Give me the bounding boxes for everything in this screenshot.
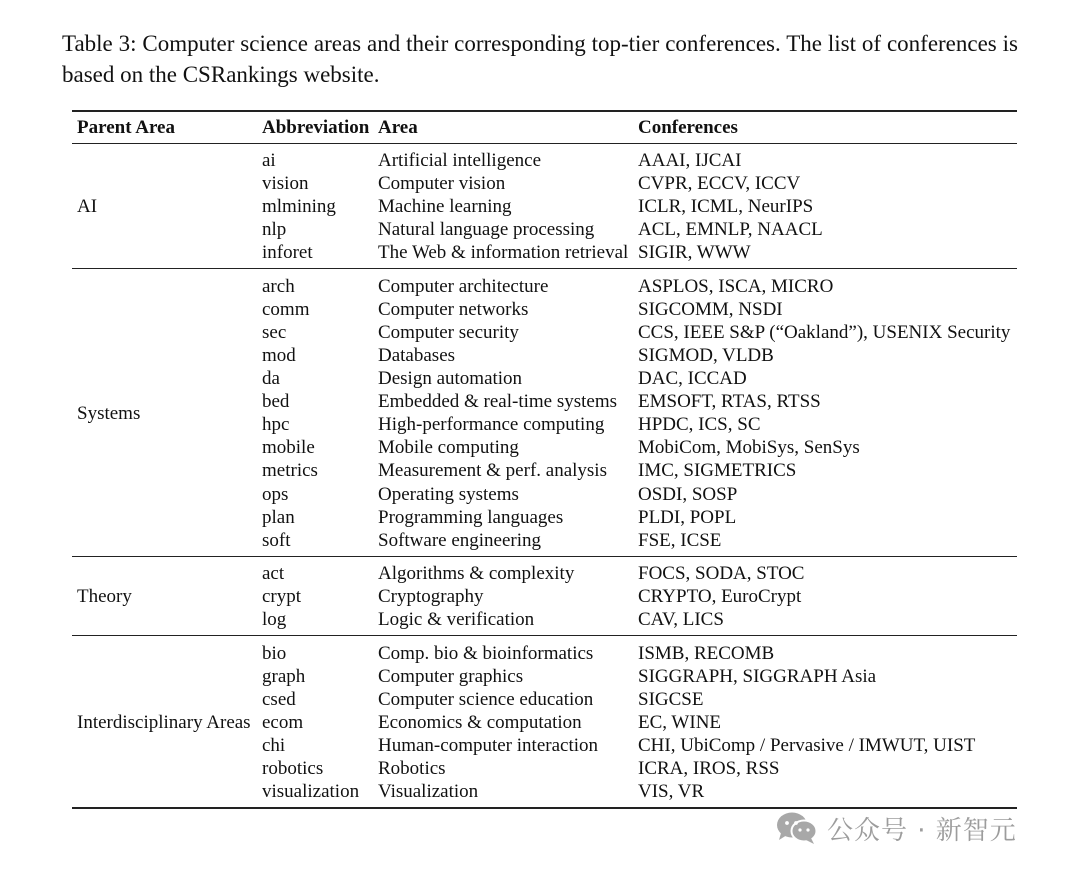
cell-abbr: log — [262, 609, 287, 631]
cell-abbr: mod — [262, 345, 296, 366]
cell-abbr: sec — [262, 322, 287, 343]
cell-abbr: inforet — [262, 242, 313, 264]
cell-conf: SIGGRAPH, SIGGRAPH Asia — [638, 665, 877, 687]
parent-area-label: Interdisciplinary Areas — [77, 712, 251, 733]
cell-area: Measurement & perf. analysis — [378, 460, 607, 482]
header-area: Area — [378, 117, 418, 138]
cell-abbr: mobile — [262, 437, 315, 459]
wechat-icon — [775, 810, 819, 846]
header-parent-area: Parent Area — [77, 117, 175, 138]
cell-conf: SIGMOD, VLDB — [638, 345, 774, 366]
cell-area: Artificial intelligence — [378, 150, 542, 171]
cell-area: Software engineering — [378, 529, 542, 551]
cell-area: Economics & computation — [378, 712, 582, 733]
cell-conf: OSDI, SOSP — [638, 483, 738, 505]
group-rule — [72, 268, 1017, 269]
cell-area: Comp. bio & bioinformatics — [378, 642, 594, 664]
header-conferences: Conferences — [638, 117, 738, 138]
cell-abbr: robotics — [262, 758, 324, 780]
cell-conf: EC, WINE — [638, 712, 722, 733]
cell-conf: CVPR, ECCV, ICCV — [638, 173, 801, 195]
cell-area: Robotics — [378, 758, 446, 780]
cell-area: Computer graphics — [378, 665, 524, 687]
cell-conf: SIGCSE — [638, 689, 704, 710]
cell-abbr: mlmining — [262, 196, 336, 218]
cell-abbr: crypt — [262, 586, 302, 608]
cell-conf: FOCS, SODA, STOC — [638, 563, 805, 585]
cell-area: Embedded & real-time systems — [378, 391, 618, 413]
cell-area: Logic & verification — [378, 609, 535, 631]
cell-abbr: graph — [262, 665, 306, 687]
cell-conf: CRYPTO, EuroCrypt — [638, 586, 802, 608]
cell-area: Visualization — [378, 781, 479, 803]
cell-area: Machine learning — [378, 196, 512, 218]
watermark-text: 公众号 · 新智元 — [827, 815, 1017, 846]
parent-area-label: Systems — [77, 402, 141, 424]
cell-abbr: metrics — [262, 460, 318, 482]
header-rule — [72, 143, 1017, 144]
cell-area: Design automation — [378, 368, 523, 390]
cell-abbr: arch — [262, 275, 295, 297]
cell-abbr: vision — [262, 173, 309, 195]
cell-abbr: ops — [262, 483, 289, 505]
cell-conf: ICRA, IROS, RSS — [638, 758, 780, 780]
cell-abbr: ai — [262, 150, 276, 171]
cell-abbr: bio — [262, 642, 287, 664]
cell-abbr: bed — [262, 391, 290, 413]
cell-abbr: csed — [262, 689, 296, 710]
cell-abbr: comm — [262, 298, 310, 320]
cell-area: Mobile computing — [378, 437, 519, 459]
cell-conf: CAV, LICS — [638, 609, 724, 631]
cell-conf: CCS, IEEE S&P (“Oakland”), USENIX Security — [638, 322, 1011, 343]
cell-conf: ACL, EMNLP, NAACL — [638, 219, 823, 241]
watermark — [775, 808, 1017, 848]
top-rule — [72, 110, 1017, 112]
cell-abbr: plan — [262, 506, 295, 528]
cell-abbr: chi — [262, 735, 286, 757]
cell-area: Computer vision — [378, 173, 506, 195]
cell-conf: HPDC, ICS, SC — [638, 414, 761, 436]
group-rule — [72, 556, 1017, 557]
cell-area: The Web & information retrieval — [378, 242, 629, 264]
cell-area: Algorithms & complexity — [378, 563, 575, 585]
cell-abbr: act — [262, 563, 285, 585]
cell-conf: DAC, ICCAD — [638, 368, 747, 390]
cell-abbr: hpc — [262, 414, 290, 436]
header-abbreviation: Abbreviation — [262, 117, 370, 138]
group-rule — [72, 635, 1017, 636]
cell-area: Human-computer interaction — [378, 735, 599, 757]
cell-area: Cryptography — [378, 586, 484, 608]
cell-area: Databases — [378, 345, 456, 366]
table-caption: Table 3: Computer science areas and their corresponding top-tier conferences. The list of conferences is based on the CSRankings website. — [62, 31, 1018, 87]
cell-conf: EMSOFT, RTAS, RTSS — [638, 391, 821, 413]
cell-conf: SIGIR, WWW — [638, 242, 751, 264]
cell-conf: IMC, SIGMETRICS — [638, 460, 797, 482]
cell-conf: VIS, VR — [638, 781, 705, 803]
cell-conf: ASPLOS, ISCA, MICRO — [638, 275, 834, 297]
cell-area: Computer science education — [378, 689, 594, 710]
cell-area: Natural language processing — [378, 219, 595, 241]
cell-conf: SIGCOMM, NSDI — [638, 298, 783, 320]
cell-conf: ICLR, ICML, NeurIPS — [638, 196, 814, 218]
cell-area: Programming languages — [378, 506, 564, 528]
parent-area-label: Theory — [77, 586, 132, 608]
cell-abbr: soft — [262, 529, 291, 551]
cell-conf: AAAI, IJCAI — [638, 150, 742, 171]
cell-area: Computer security — [378, 322, 519, 343]
cell-abbr: visualization — [262, 781, 360, 803]
cell-area: Computer architecture — [378, 275, 549, 297]
cell-abbr: ecom — [262, 712, 304, 733]
cell-conf: ISMB, RECOMB — [638, 642, 775, 664]
cell-area: High-performance computing — [378, 414, 605, 436]
cell-conf: MobiCom, MobiSys, SenSys — [638, 437, 860, 459]
cell-conf: CHI, UbiComp / Pervasive / IMWUT, UIST — [638, 735, 976, 757]
parent-area-label: AI — [77, 196, 98, 218]
cell-abbr: da — [262, 368, 280, 390]
cell-area: Operating systems — [378, 483, 519, 505]
cell-area: Computer networks — [378, 298, 529, 320]
cell-abbr: nlp — [262, 219, 287, 241]
cell-conf: PLDI, POPL — [638, 506, 737, 528]
cell-conf: FSE, ICSE — [638, 529, 722, 551]
